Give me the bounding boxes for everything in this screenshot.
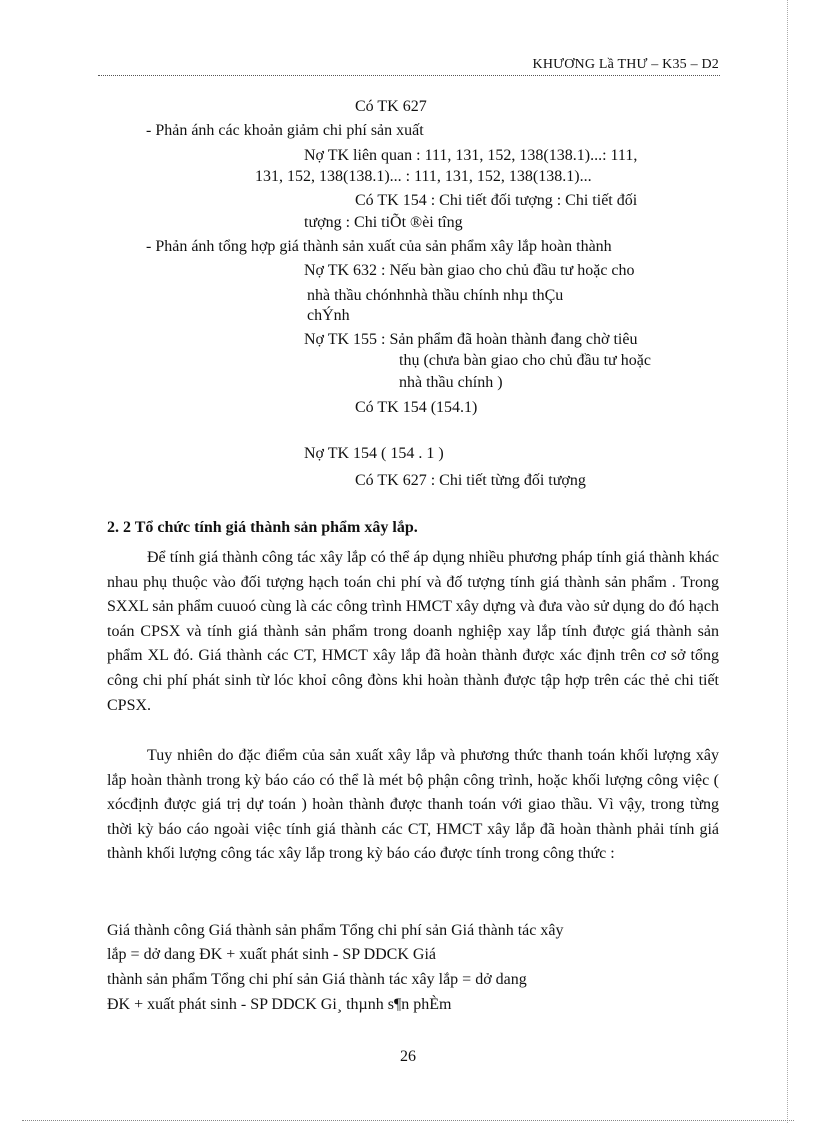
entry-line: - Phản ánh tổng hợp giá thành sản xuất của sản phẩm xây lắp hoàn thành: [146, 238, 612, 255]
entry-line: Có TK 627 : Chi tiết từng đối tượng: [355, 472, 586, 489]
formula-line: Giá thành công Giá thành sản phẩm Tổng chi phí sản Giá thành tác xây: [107, 922, 564, 939]
entry-line: Nợ TK liên quan : 111, 131, 152, 138(138.1)...: 111,: [304, 147, 638, 164]
entry-line: Nợ TK 154 ( 154 . 1 ): [304, 445, 444, 462]
entry-line: thụ (chưa bàn giao cho chủ đầu tư hoặc: [399, 352, 651, 369]
entry-line: chÝnh: [307, 307, 350, 324]
footer-divider: [22, 1120, 794, 1121]
entry-line: Có TK 627: [355, 98, 427, 115]
formula-line: ĐK + xuất phát sinh - SP DDCK Gi¸ thµnh s¶n phÈm: [107, 996, 452, 1013]
entry-line: 131, 152, 138(138.1)... : 111, 131, 152, 138(138.1)...: [255, 168, 592, 185]
entry-line: Có TK 154 (154.1): [355, 399, 478, 416]
entry-line: Có TK 154 : Chi tiết đối tượng : Chi tiết đối: [355, 192, 638, 209]
paragraph: Tuy nhiên do đặc điểm của sản xuất xây lắp và phương thức thanh toán khối lượng xây lắp hoàn thành trong kỳ báo cáo có thể là mét bộ phận công trình, hoặc khối lượng công việc ( xócđịnh được giá trị dự toán ) hoàn thành được thanh toán với giao thầu. Vì vậy, trong từng thời kỳ báo cáo ngoài việc tính giá thành các CT, HMCT xây lắp đã hoàn thành phải tính giá thành khối lượng công tác xây lắp trong kỳ báo cáo được tính trong công thức :: [107, 747, 719, 863]
section-heading: 2. 2 Tổ chức tính giá thành sản phẩm xây lắp.: [107, 519, 418, 536]
page-header: KHƯƠNG Lầ THƯ – K35 – D2: [532, 57, 719, 72]
entry-line: Nợ TK 632 : Nếu bàn giao cho chủ đầu tư hoặc cho: [304, 262, 635, 279]
header-divider: [98, 75, 720, 76]
entry-line: Nợ TK 155 : Sản phẩm đã hoàn thành đang chờ tiêu: [304, 331, 638, 348]
entry-line: tượng : Chi tiÕt ®èi tîng: [304, 214, 463, 231]
formula-line: lắp = dở dang ĐK + xuất phát sinh - SP DDCK Giá: [107, 946, 436, 963]
page-edge-divider: [787, 0, 788, 1123]
entry-line: nhà thầu chónhnhà thầu chính nhµ thÇu: [307, 287, 564, 304]
entry-line: nhà thầu chính ): [399, 374, 503, 391]
page-number: 26: [400, 1048, 416, 1065]
formula-line: thành sản phẩm Tổng chi phí sản Giá thành tác xây lắp = dở dang: [107, 971, 527, 988]
paragraph: Để tính giá thành công tác xây lắp có thể áp dụng nhiều phương pháp tính giá thành khác nhau phụ thuộc vào đối tượng hạch toán chi phí và đố tượng tính giá thành sản phẩm . Trong SXXL sản phẩm cuuoó cùng là các công trình HMCT xây dựng và đưa vào sử dụng do đó hạch toán CPSX và tính giá thành sản phẩm trong doanh nghiệp xay lắp tính được giá thành sản phẩm XL đó. Giá thành các CT, HMCT xây lắp đã hoàn thành được xác định trên cơ sở tổng công chi phí phát sinh từ lóc khoỉ công đòns khi hoàn thành được tập hợp trên các thẻ chi tiết CPSX.: [107, 549, 719, 714]
entry-line: - Phản ánh các khoản giảm chi phí sản xuất: [146, 122, 424, 139]
